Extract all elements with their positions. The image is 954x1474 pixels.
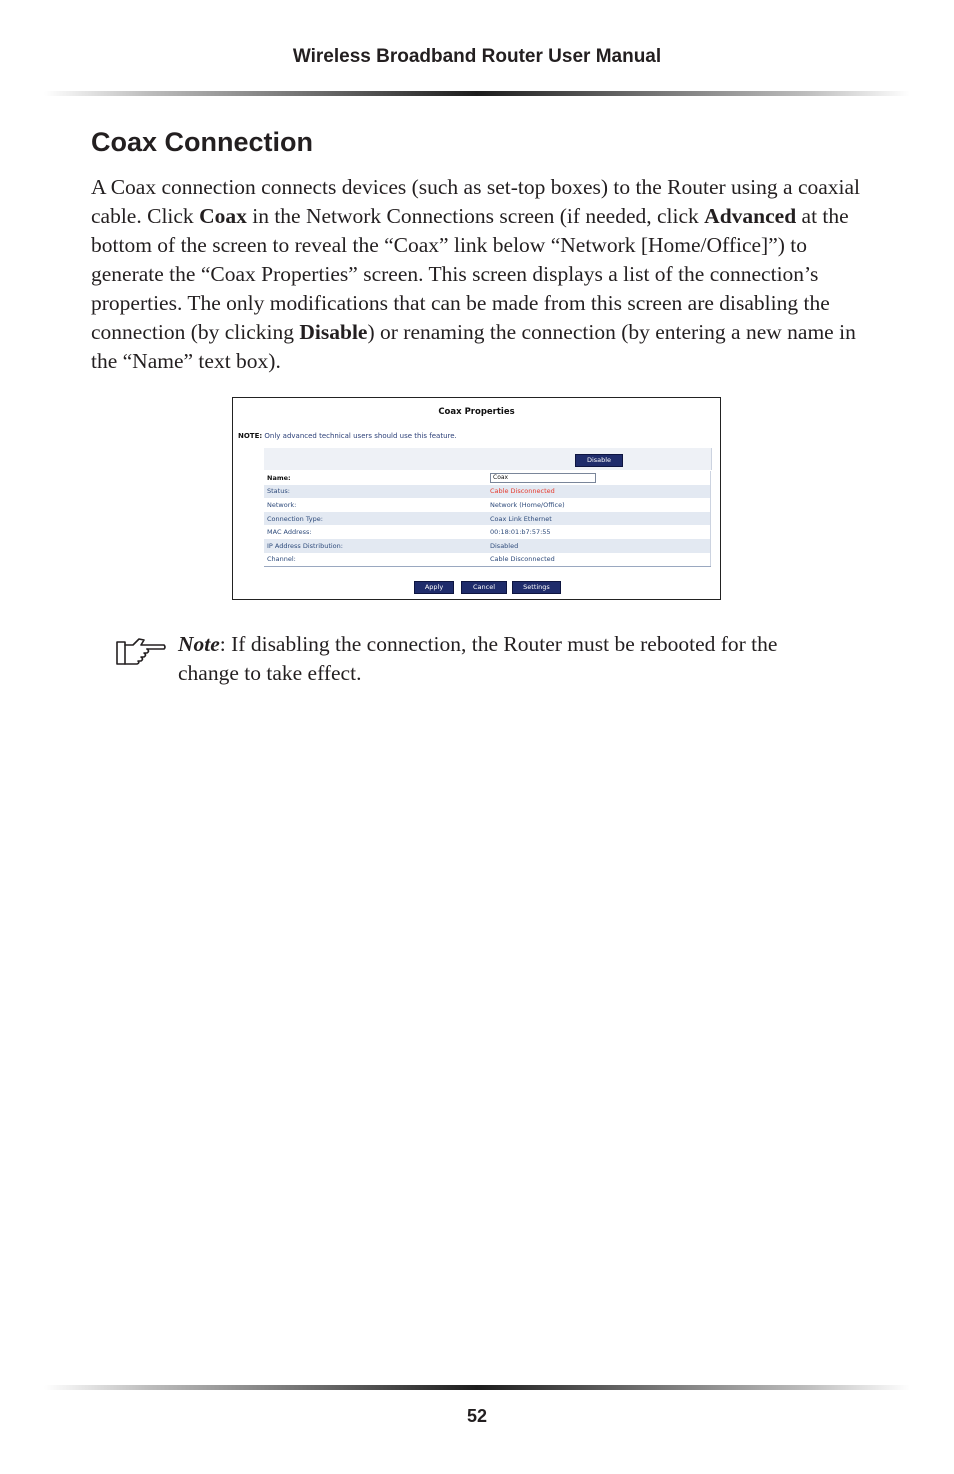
mac-address-label: MAC Address: bbox=[264, 525, 487, 539]
ip-distribution-value: Disabled bbox=[487, 539, 711, 553]
name-input[interactable] bbox=[490, 473, 596, 483]
status-label: Status: bbox=[264, 485, 487, 499]
pointing-hand-icon bbox=[114, 635, 168, 669]
page-number: 52 bbox=[466, 1406, 488, 1426]
screenshot-title: Coax Properties bbox=[438, 407, 515, 417]
body-text-3: at the bottom of the screen to reveal the “Coax” link below “Network [Home/Office]”) to generate the “Coax Properties” screen. This screen displays a list of the connection’s properties. The only modifications that can be made from this screen are disabling the connection (by clicking bbox=[91, 204, 849, 344]
connection-type-value: Coax Link Ethernet bbox=[487, 512, 711, 526]
table-header-band bbox=[264, 448, 712, 470]
body-text-4: ) or renaming the connection (by entering a new name in the “Name” text box). bbox=[91, 320, 856, 373]
channel-value: Cable Disconnected bbox=[487, 553, 711, 567]
running-header: Wireless Broadband Router User Manual bbox=[292, 46, 662, 67]
settings-button[interactable]: Settings bbox=[512, 581, 561, 594]
network-label: Network: bbox=[264, 498, 487, 512]
table-row bbox=[264, 512, 711, 526]
screenshot-note bbox=[238, 432, 457, 440]
apply-button[interactable]: Apply bbox=[414, 581, 454, 594]
network-value: Network (Home/Office) bbox=[487, 498, 711, 512]
disable-button[interactable]: Disable bbox=[575, 454, 623, 467]
table-row bbox=[264, 553, 711, 567]
cancel-button[interactable]: Cancel bbox=[461, 581, 507, 594]
connection-type-label: Connection Type: bbox=[264, 512, 487, 526]
body-paragraph bbox=[91, 173, 861, 376]
header-rule bbox=[44, 91, 910, 96]
footer-rule bbox=[44, 1385, 910, 1390]
note-text bbox=[178, 630, 788, 688]
table-row bbox=[264, 485, 711, 499]
body-bold-disable: Disable bbox=[299, 320, 368, 344]
body-text-2: in the Network Connections screen (if needed, click bbox=[246, 204, 705, 228]
note-label: Note bbox=[178, 632, 220, 656]
note-body: : If disabling the connection, the Router must be rebooted for the change to take effect. bbox=[178, 632, 778, 685]
screenshot-note-text: Only advanced technical users should use this feature. bbox=[262, 432, 457, 440]
coax-properties-screenshot bbox=[232, 397, 721, 600]
table-row bbox=[264, 539, 711, 553]
table-row bbox=[264, 471, 711, 485]
ip-distribution-label: IP Address Distribution: bbox=[264, 539, 487, 553]
body-bold-coax: Coax bbox=[199, 204, 247, 228]
name-label: Name: bbox=[264, 471, 487, 485]
screenshot-note-label: NOTE: bbox=[238, 432, 263, 440]
body-text-1: A Coax connection connects devices (such as set-top boxes) to the Router using a coaxial cable. Click bbox=[91, 175, 861, 228]
mac-address-value: 00:18:01:b7:57:55 bbox=[487, 525, 711, 539]
status-value: Cable Disconnected bbox=[487, 485, 711, 499]
name-cell bbox=[487, 471, 711, 485]
properties-table bbox=[264, 471, 711, 567]
table-row bbox=[264, 525, 711, 539]
body-bold-advanced: Advanced bbox=[704, 204, 797, 228]
section-title: Coax Connection bbox=[91, 127, 314, 157]
channel-label: Channel: bbox=[264, 553, 487, 567]
table-row bbox=[264, 498, 711, 512]
